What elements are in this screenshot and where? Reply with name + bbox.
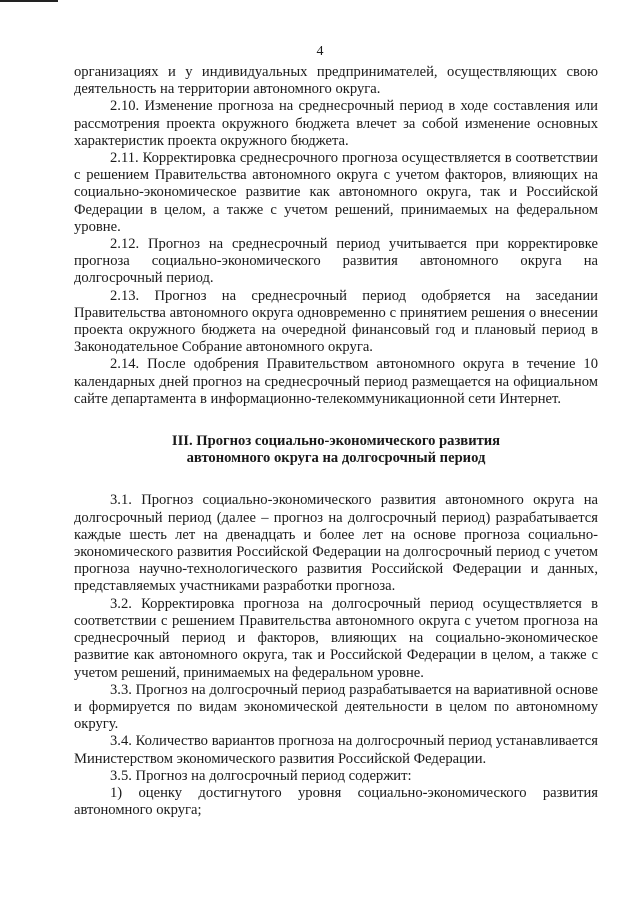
- paragraph-2-11: 2.11. Корректировка среднесрочного прогноза осуществляется в соответствии с решением Правительства автономного округа с учетом факторов, влияющих на социально-экономическое развитие как автономного округа, так и Российской Федерации в целом, а также с учетом решений, принимаемых на федеральном уровне.: [74, 150, 598, 235]
- section-heading-line-1: III. Прогноз социально-экономического развития: [171, 433, 501, 450]
- paragraph-continuation: организациях и у индивидуальных предпринимателей, осуществляющих свою деятельность на территории автономного округа.: [74, 64, 598, 98]
- paragraph-3-4: 3.4. Количество вариантов прогноза на долгосрочный период устанавливается Министерством экономического развития Российской Федерации.: [74, 733, 598, 767]
- section-heading-line-2: автономного округа на долгосрочный период: [186, 450, 486, 467]
- paragraph-3-2: 3.2. Корректировка прогноза на долгосрочный период осуществляется в соответствии с решением Правительства автономного округа с учетом прогноза на среднесрочный период и факторов, влияющих на социально-экономическое развитие как автономного округа, так и Российской Федерации в целом, а также с учетом решений, принимаемых на федеральном уровне.: [74, 595, 598, 681]
- section-heading: [74, 433, 598, 467]
- document-body: [74, 64, 598, 819]
- paragraph-3-3: 3.3. Прогноз на долгосрочный период разрабатывается на вариативной основе и формируется по видам экономической деятельности в целом по автономному округу.: [74, 681, 598, 733]
- paragraph-3-5: 3.5. Прогноз на долгосрочный период содержит:: [110, 767, 412, 784]
- paragraph-2-12: 2.12. Прогноз на среднесрочный период учитывается при корректировке прогноза социально-экономического развития автономного округа на долгосрочный период.: [74, 236, 598, 287]
- paragraph-2-14: 2.14. После одобрения Правительством автономного округа в течение 10 календарных дней прогноз на среднесрочный период размещается на официальном сайте департамента в информационно-телекоммуникационной сети Интернет.: [74, 356, 598, 407]
- top-edge-line: [0, 0, 58, 2]
- paragraph-3-1: 3.1. Прогноз социально-экономического развития автономного округа на долгосрочный период (далее – прогноз на долгосрочный период) разрабатывается каждые шесть лет на двенадцать и более лет на основе прогноза социально-экономического развития Российской Федерации на долгосрочный период с учетом прогноза научно-технологического развития Российской Федерации и данных, представляемых участниками разработки прогноза.: [74, 492, 598, 595]
- list-item-1: 1) оценку достигнутого уровня социально-экономического развития автономного округа;: [74, 784, 598, 819]
- paragraph-2-13: 2.13. Прогноз на среднесрочный период одобряется на заседании Правительства автономного округа одновременно с принятием решения о внесении проекта окружного бюджета на очередной финансовый год и плановый период в Законодательное Собрание автономного округа.: [74, 287, 598, 356]
- paragraph-2-10: 2.10. Изменение прогноза на среднесрочный период в ходе составления или рассмотрения проекта окружного бюджета влечет за собой изменение основных характеристик проекта окружного бюджета.: [74, 98, 598, 149]
- page-number: 4: [316, 44, 324, 59]
